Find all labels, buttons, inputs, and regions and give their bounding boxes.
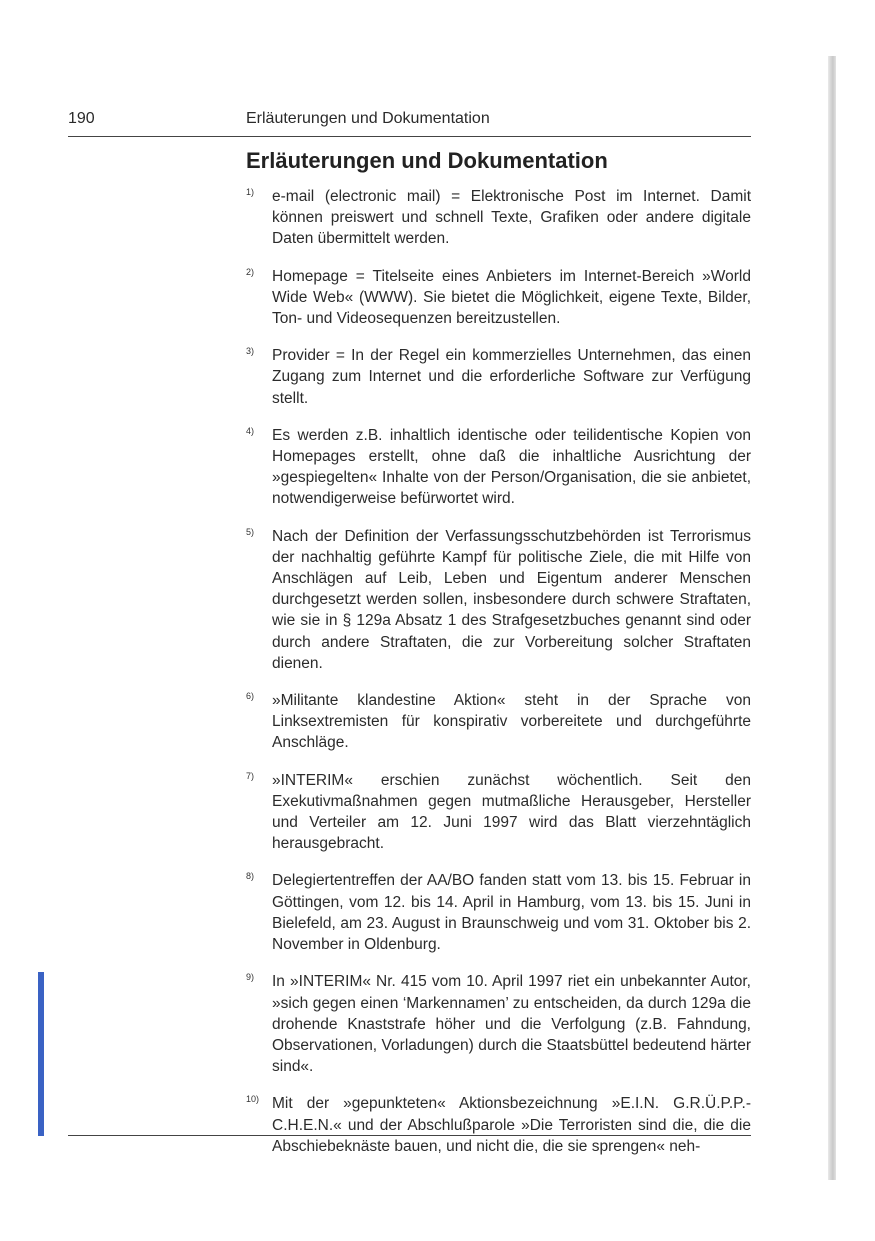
margin-marker-bar [38,972,44,1136]
endnote [246,345,751,409]
endnote [246,971,751,1077]
endnote-number: 7) [246,770,255,781]
endnote-number: 6) [246,691,255,702]
endnote-text: Nach der Definition der Verfassungsschutzbehörden ist Terrorismus der nachhaltig geführte Kampf für politische Ziele, die mit Hilfe von Anschlägen auf Leib, Leben und Eigentum anderer Menschen durchgesetzt werden sollen, insbesondere durch schwere Straftaten, wie sie in § 129a Absatz 1 des Strafgesetzbuches genannt sind oder durch andere Straftaten, die zur Vorbereitung solcher Straftaten dienen. [272,527,751,672]
endnote [246,690,751,754]
endnote-number: 10) [246,1094,260,1105]
endnote [246,186,751,250]
running-head: Erläuterungen und Dokumentation [246,110,490,127]
endnote-text: »Militante klandestine Aktion« steht in der Sprache von Linksextremisten für konspirativ vorbereitete und durchgeführte Anschläge. [272,692,751,752]
page-edge-shadow [828,56,836,1180]
endnote-number: 9) [246,972,255,983]
footer-rule [68,1135,751,1136]
endnote-number: 8) [246,871,255,882]
endnote [246,1093,751,1157]
endnote-text: e-mail (electronic mail) = Elektronische Post im Internet. Damit können preiswert und schnell Texte, Grafiken oder andere digitale Daten übermittelt werden. [272,188,751,248]
endnote [246,870,751,955]
endnotes-list [246,186,751,1173]
page-number: 190 [68,110,95,127]
endnote-number: 1) [246,187,255,197]
endnote-number: 2) [246,266,255,277]
endnote-text: »INTERIM« erschien zunächst wöchentlich. Seit den Exekutivmaßnahmen gegen mutmaßliche Herausgeber, Hersteller und Verteiler am 12. Juni 1997 wird das Blatt vierzehntäglich herausgebracht. [272,771,751,853]
endnote-text: In »INTERIM« Nr. 415 vom 10. April 1997 riet ein unbekannter Autor, »sich gegen einen ‘Markennamen’ zu entscheiden, da durch 129a die drohende Knaststrafe höher und die Verfolgung (z.B. Fahndung, Observationen, Vorladungen) durch die Staatsbüttel bedeutend härter sind«. [272,973,751,1076]
endnote-text: Es werden z.B. inhaltlich identische oder teilidentische Kopien von Homepages erstellt, ohne daß die inhaltliche Ausrichtung der »gespiegelten« Inhalte von der Person/Organisation, die sie anbietet, notwendigerweise befürwortet wird. [272,426,751,508]
endnote [246,526,751,674]
endnote [246,266,751,330]
endnote-text: Homepage = Titelseite eines Anbieters im Internet-Bereich »World Wide Web« (WWW). Sie bietet die Möglichkeit, eigene Texte, Bilder, Ton- und Videosequenzen bereitzustellen. [272,267,751,328]
endnote-number: 3) [246,346,255,357]
endnote-text: Mit der »gepunkteten« Aktionsbezeichnung »E.I.N. G.R.Ü.P.P.-C.H.E.N.« und der Abschlußparole »Die Terroristen sind die, die die Abschiebeknäste bauen, und nicht die, die sie sprengen« neh- [272,1095,751,1155]
header-rule [68,136,751,137]
endnote-number: 4) [246,425,255,436]
endnote [246,425,751,510]
endnote-text: Delegiertentreffen der AA/BO fanden statt vom 13. bis 15. Februar in Göttingen, vom 12. bis 14. April in Hamburg, vom 13. bis 15. Juni in Bielefeld, am 23. August in Braunschweig und vom 31. Oktober bis 2. November in Oldenburg. [272,872,751,954]
endnote-text: Provider = In der Regel ein kommerzielles Unternehmen, das einen Zugang zum Internet und die erforderliche Software zur Verfügung stellt. [272,347,751,407]
endnote [246,770,751,855]
section-heading: Erläuterungen und Dokumentation [246,148,608,173]
endnote-number: 5) [246,526,255,537]
